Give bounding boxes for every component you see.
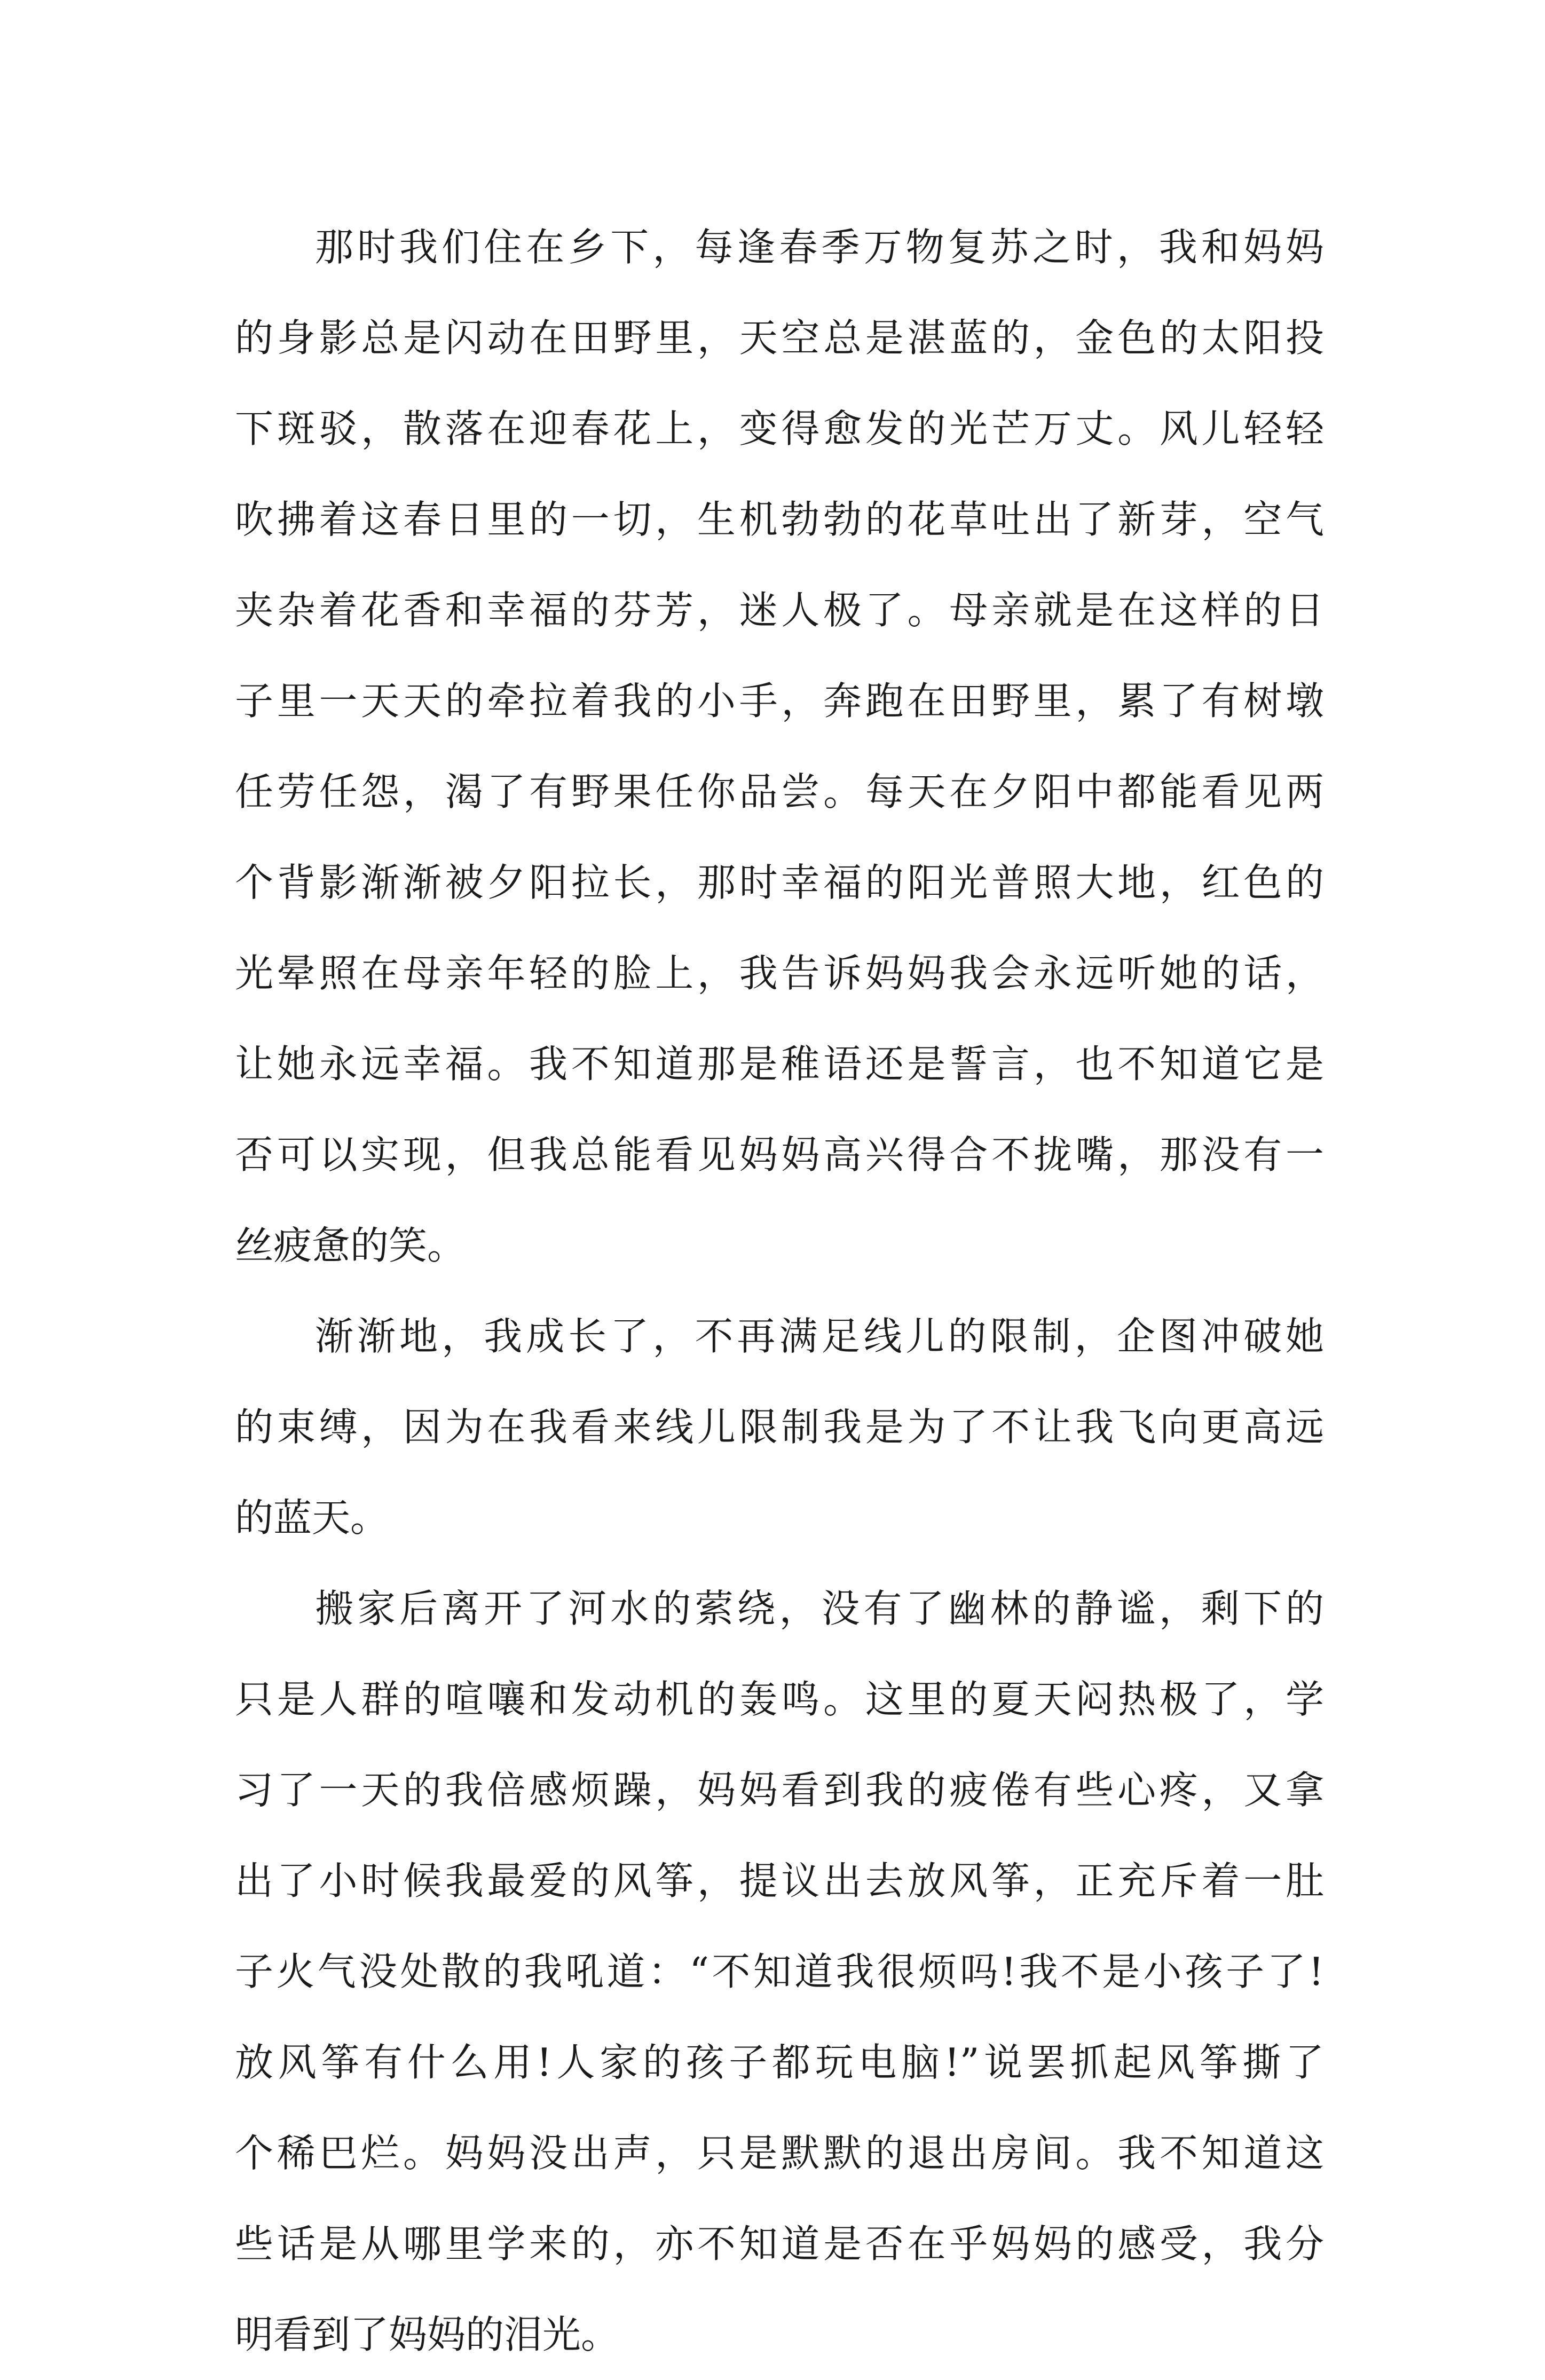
- paragraph-3-line-8: 些话是从哪里学来的，亦不知道是否在乎妈妈的感受，我分: [235, 2221, 1324, 2266]
- paragraph-1-line-5: 夹杂着花香和幸福的芬芳，迷人极了。母亲就是在这样的日: [235, 588, 1324, 633]
- paragraph-1-line-4: 吹拂着这春日里的一切，生机勃勃的花草吐出了新芽，空气: [235, 497, 1324, 542]
- paragraph-3-line-5: 子火气没处散的我吼道：“不知道我很烦吗!我不是小孩子了!: [235, 1949, 1324, 1994]
- paragraph-2-line-3: 的蓝天。: [235, 1495, 389, 1540]
- paragraph-3-line-1: 搬家后离开了河水的萦绕，没有了幽林的静谧，剩下的: [315, 1586, 1324, 1631]
- paragraph-3-line-2: 只是人群的喧嚷和发动机的轰鸣。这里的夏天闷热极了，学: [235, 1677, 1324, 1722]
- paragraph-3-line-4: 出了小时候我最爱的风筝，提议出去放风筝，正充斥着一肚: [235, 1858, 1324, 1903]
- paragraph-3-line-7: 个稀巴烂。妈妈没出声，只是默默的退出房间。我不知道这: [235, 2131, 1324, 2176]
- paragraph-1-line-9: 光晕照在母亲年轻的脸上，我告诉妈妈我会永远听她的话，: [235, 951, 1324, 996]
- paragraph-1-line-1: 那时我们住在乡下，每逢春季万物复苏之时，我和妈妈: [315, 225, 1324, 270]
- paragraph-3-line-6: 放风筝有什么用!人家的孩子都玩电脑!”说罢抓起风筝撕了: [235, 2040, 1324, 2085]
- paragraph-1-line-11: 否可以实现，但我总能看见妈妈高兴得合不拢嘴，那没有一: [235, 1132, 1324, 1177]
- paragraph-1-line-6: 子里一天天的牵拉着我的小手，奔跑在田野里，累了有树墩: [235, 679, 1324, 723]
- paragraph-1-line-7: 任劳任怨，渴了有野果任你品尝。每天在夕阳中都能看见两: [235, 769, 1324, 814]
- paragraph-3-line-9: 明看到了妈妈的泪光。: [235, 2312, 620, 2357]
- paragraph-3-line-3: 习了一天的我倍感烦躁，妈妈看到我的疲倦有些心疼，又拿: [235, 1768, 1324, 1812]
- paragraph-2-line-1: 渐渐地，我成长了，不再满足线儿的限制，企图冲破她: [315, 1314, 1324, 1359]
- body-text: [235, 202, 1324, 2380]
- paragraph-1-line-8: 个背影渐渐被夕阳拉长，那时幸福的阳光普照大地，红色的: [235, 860, 1324, 905]
- paragraph-2-line-2: 的束缚，因为在我看来线儿限制我是为了不让我飞向更高远: [235, 1405, 1324, 1449]
- paragraph-1-line-12: 丝疲惫的笑。: [235, 1223, 466, 1268]
- paragraph-1-line-3: 下斑驳，散落在迎春花上，变得愈发的光芒万丈。风儿轻轻: [235, 406, 1324, 451]
- paragraph-1-line-2: 的身影总是闪动在田野里，天空总是湛蓝的，金色的太阳投: [235, 316, 1324, 360]
- paragraph-1-line-10: 让她永远幸福。我不知道那是稚语还是誓言，也不知道它是: [235, 1042, 1324, 1086]
